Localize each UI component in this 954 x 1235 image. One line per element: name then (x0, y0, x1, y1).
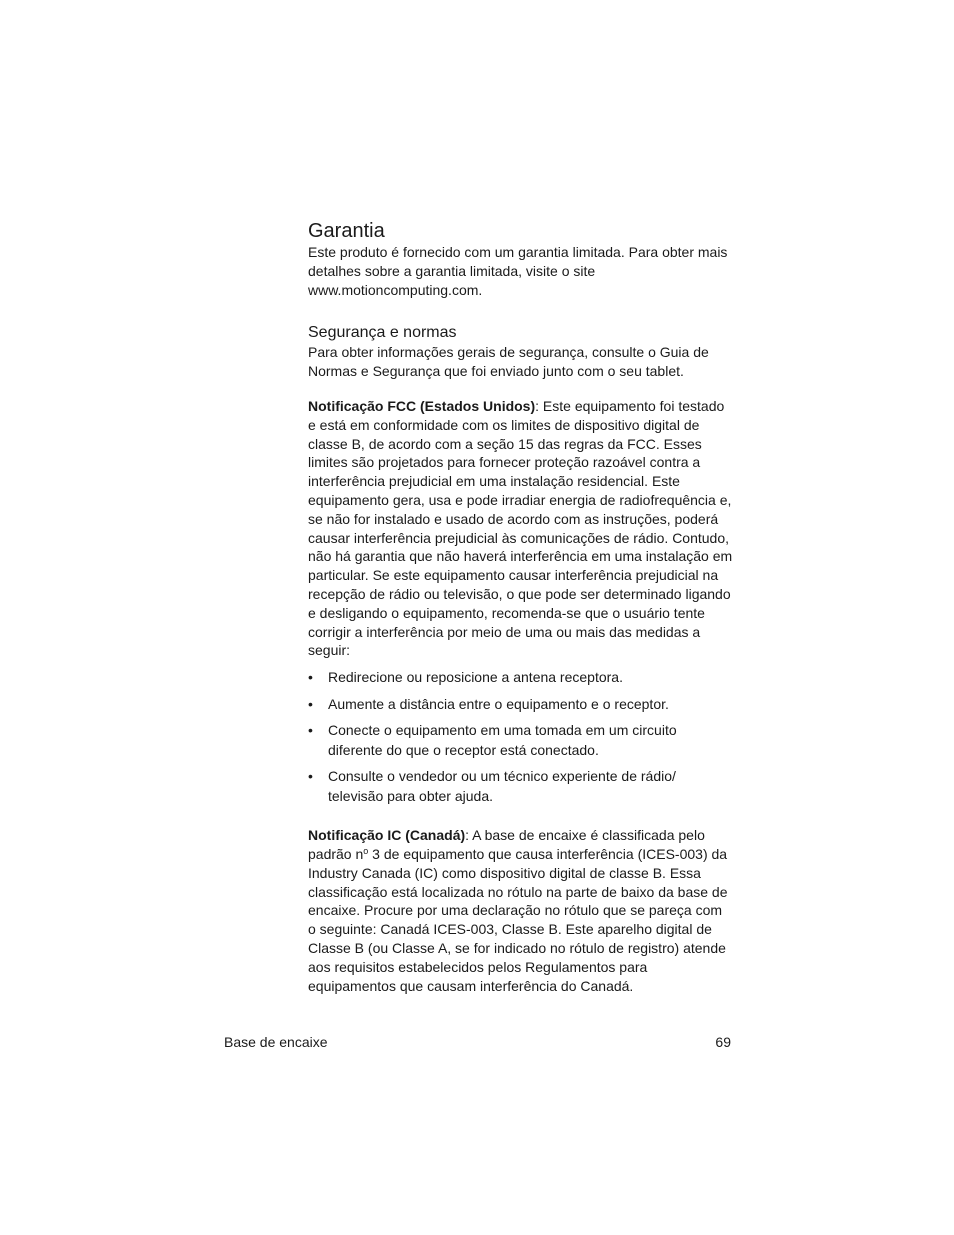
bullet-icon: • (308, 768, 313, 785)
bullet-icon: • (308, 669, 313, 686)
ic-notice-paragraph (308, 826, 733, 995)
ic-notice-superscript: o (363, 845, 369, 856)
list-item (308, 695, 733, 715)
section-title-seguranca: Segurança e normas (308, 324, 457, 342)
list-item (308, 767, 733, 806)
list-item-text: Aumente a distância entre o equipamento e o receptor. (328, 695, 669, 712)
fcc-measures-list (308, 668, 733, 806)
list-item (308, 668, 733, 688)
fcc-notice-text: : Este equipamento foi testado e está em conformidade com os limites de dispositivo digital de classe B, de acordo com a seção 15 das regras da FCC. Esses limites são projetados para fornecer proteção razoável contra a interferência prejudicial em uma instalação residencial. Este equipamento gera, usa e pode irradiar energia de radiofrequência e, se não for instalado e usado de acordo com as instruções, poderá causar interferência prejudicial às comunicações de rádio. Contudo, não há garantia que não haverá interferência em uma instalação em particular. Se este equipamento causar interferência prejudicial na recepção de rádio ou televisão, o que pode ser determinado ligando e desligando o equipamento, recomenda-se que o usuário tente corrigir a interferência por meio de uma ou mais das medidas a seguir: (308, 397, 733, 659)
fcc-notice-paragraph (308, 397, 733, 660)
list-item (308, 721, 733, 760)
list-item-text: Conecte o equipamento em uma tomada em um circuito diferente do que o receptor está conectado. (328, 722, 677, 758)
fcc-notice-label: Notificação FCC (Estados Unidos) (308, 397, 536, 414)
list-item-text: Redirecione ou reposicione a antena receptora. (328, 669, 623, 686)
ic-notice-text-2: 3 de equipamento que causa interferência (ICES-003) da Industry Canada (IC) como dispositivo digital de classe B. Essa classificação está localizada no rótulo na parte de baixo da base de encaixe. Procure por uma declaração no rótulo que se pareça com o seguinte: Canadá ICES-003, Classe B. Este aparelho digital de Classe B (ou Classe A, se for indicado no rótulo de registro) atende aos requisitos estabelecidos pelos Regulamentos para equipamentos que causam interferência do Canadá. (308, 845, 728, 994)
document-body (308, 219, 733, 995)
ic-notice-text-1: : A base de encaixe é classificada pelo padrão n (308, 827, 705, 862)
page-number: 69 (715, 1034, 731, 1050)
bullet-icon: • (308, 695, 313, 712)
bullet-icon: • (308, 722, 313, 739)
footer-section-name: Base de encaixe (224, 1034, 328, 1050)
section-title-garantia: Garantia (308, 220, 385, 242)
ic-notice-label: Notificação IC (Canadá) (308, 827, 466, 844)
seguranca-intro-paragraph: Para obter informações gerais de segurança, consulte o Guia de Normas e Segurança que foi enviado junto com o seu tablet. (308, 344, 709, 380)
list-item-text: Consulte o vendedor ou um técnico experiente de rádio/ televisão para obter ajuda. (328, 768, 676, 804)
garantia-paragraph: Este produto é fornecido com um garantia limitada. Para obter mais detalhes sobre a garantia limitada, visite o site www.motioncomputing.com. (308, 244, 728, 298)
